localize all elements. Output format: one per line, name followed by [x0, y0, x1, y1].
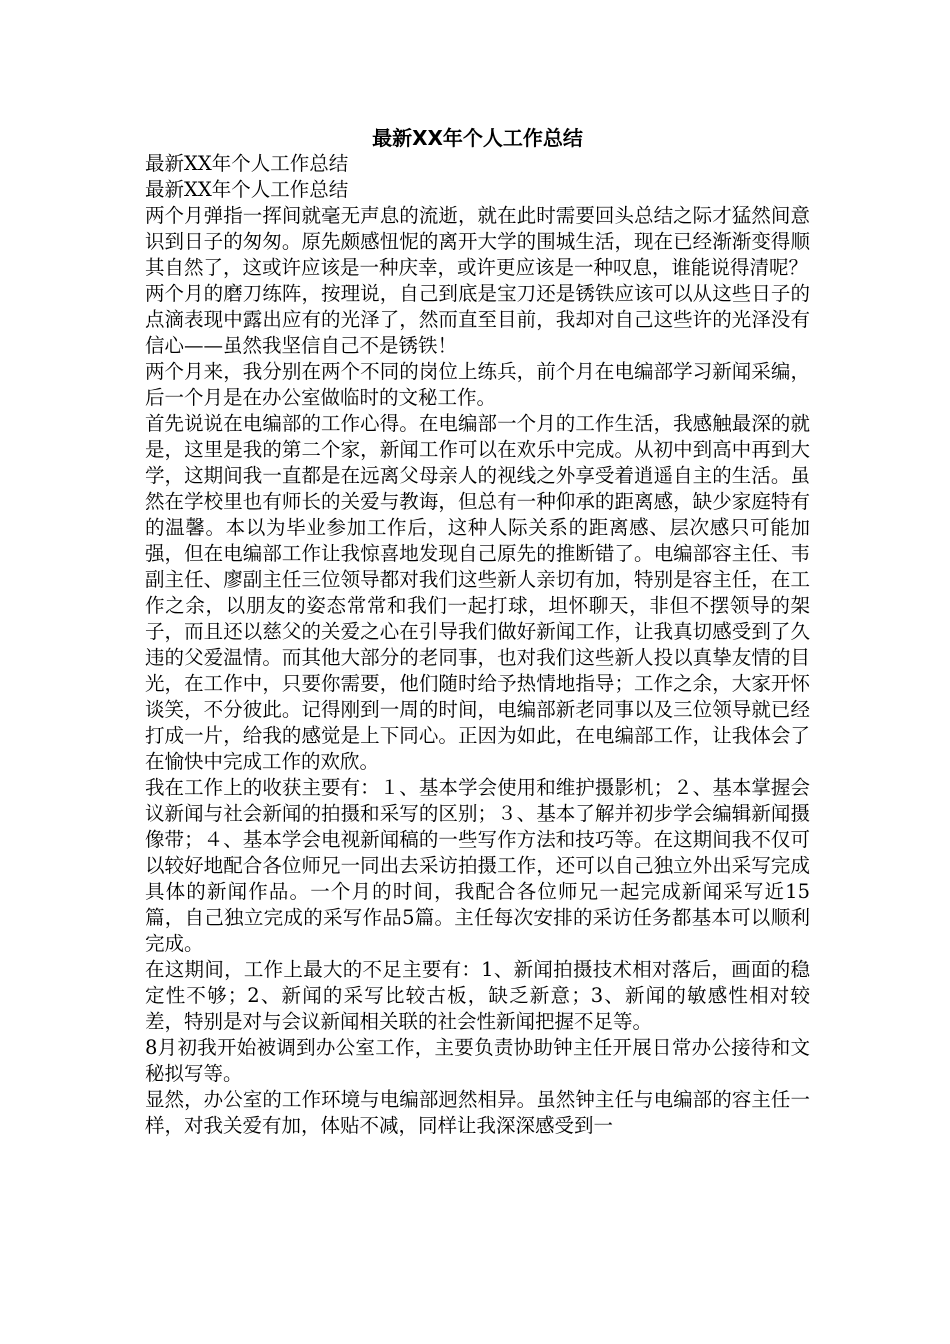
body-paragraph: 8月初我开始被调到办公室工作，主要负责协助钟主任开展日常办公接待和文秘拟写等。 [145, 1036, 810, 1085]
body-paragraph: 显然，办公室的工作环境与电编部迥然相异。虽然钟主任与电编部的容主任一样，对我关爱有加，体贴不减，同样让我深深感受到一 [145, 1088, 810, 1137]
body-paragraph: 在这期间，工作上最大的不足主要有：1、新闻拍摄技术相对落后，画面的稳定性不够；2、新闻的采写比较古板，缺乏新意；3、新闻的敏感性相对较差，特别是对与会议新闻相关联的社会性新闻把握不足等。 [145, 958, 810, 1033]
body-paragraph: 两个月的磨刀练阵，按理说，自己到底是宝刀还是锈铁应该可以从这些日子的点滴表现中露出应有的光泽了，然而直至目前，我却对自己这些许的光泽没有信心——虽然我坚信自己不是锈铁！ [145, 282, 810, 357]
body-paragraph: 首先说说在电编部的工作心得。在电编部一个月的工作生活，我感触最深的就是，这里是我的第二个家，新闻工作可以在欢乐中完成。从初中到高中再到大学，这期间我一直都是在远离父母亲人的视线之外享受着逍遥自主的生活。虽然在学校里也有师长的关爱与教诲，但总有一种仰承的距离感，缺少家庭特有的温馨。本以为毕业参加工作后，这种人际关系的距离感、层次感只可能加强，但在电编部工作让我惊喜地发现自己原先的推断错了。电编部容主任、韦副主任、廖副主任三位领导都对我们这些新人亲切有加，特别是容主任，在工作之余，以朋友的姿态常常和我们一起打球，坦怀聊天，非但不摆领导的架子，而且还以慈父的关爱之心在引导我们做好新闻工作，让我真切感受到了久违的父爱温情。而其他大部分的老同事，也对我们这些新人投以真挚友情的目光，在工作中，只要你需要，他们随时给予热情地指导；工作之余，大家开怀谈笑，不分彼此。记得刚到一周的时间，电编部新老同事以及三位领导就已经打成一片，给我的感觉是上下同心。正因为如此，在电编部工作，让我体会了在愉快中完成工作的欢欣。 [145, 412, 810, 773]
document-title: 最新XX年个人工作总结 [372, 126, 583, 150]
document-subtitle: 最新XX年个人工作总结 [145, 178, 349, 201]
document-subtitle: 最新XX年个人工作总结 [145, 152, 349, 175]
body-paragraph: 两个月来，我分别在两个不同的岗位上练兵，前个月在电编部学习新闻采编，后一个月是在办公室做临时的文秘工作。 [145, 360, 810, 409]
body-paragraph: 两个月弹指一挥间就毫无声息的流逝，就在此时需要回头总结之际才猛然间意识到日子的匆匆。原先颇感忸怩的离开大学的围城生活，现在已经渐渐变得顺其自然了，这或许应该是一种庆幸，或许更应该是一种叹息，谁能说得清呢？ [145, 204, 810, 279]
body-paragraph: 我在工作上的收获主要有：１、基本学会使用和维护摄影机；２、基本掌握会议新闻与社会新闻的拍摄和采写的区别；３、基本了解并初步学会编辑新闻摄像带；４、基本学会电视新闻稿的一些写作方法和技巧等。在这期间我不仅可以较好地配合各位师兄一同出去采访拍摄工作，还可以自己独立外出采写完成具体的新闻作品。一个月的时间，我配合各位师兄一起完成新闻采写近15篇，自己独立完成的采写作品5篇。主任每次安排的采访任务都基本可以顺利完成。 [145, 776, 810, 955]
document-body [145, 203, 810, 1295]
document-page [145, 125, 810, 1295]
